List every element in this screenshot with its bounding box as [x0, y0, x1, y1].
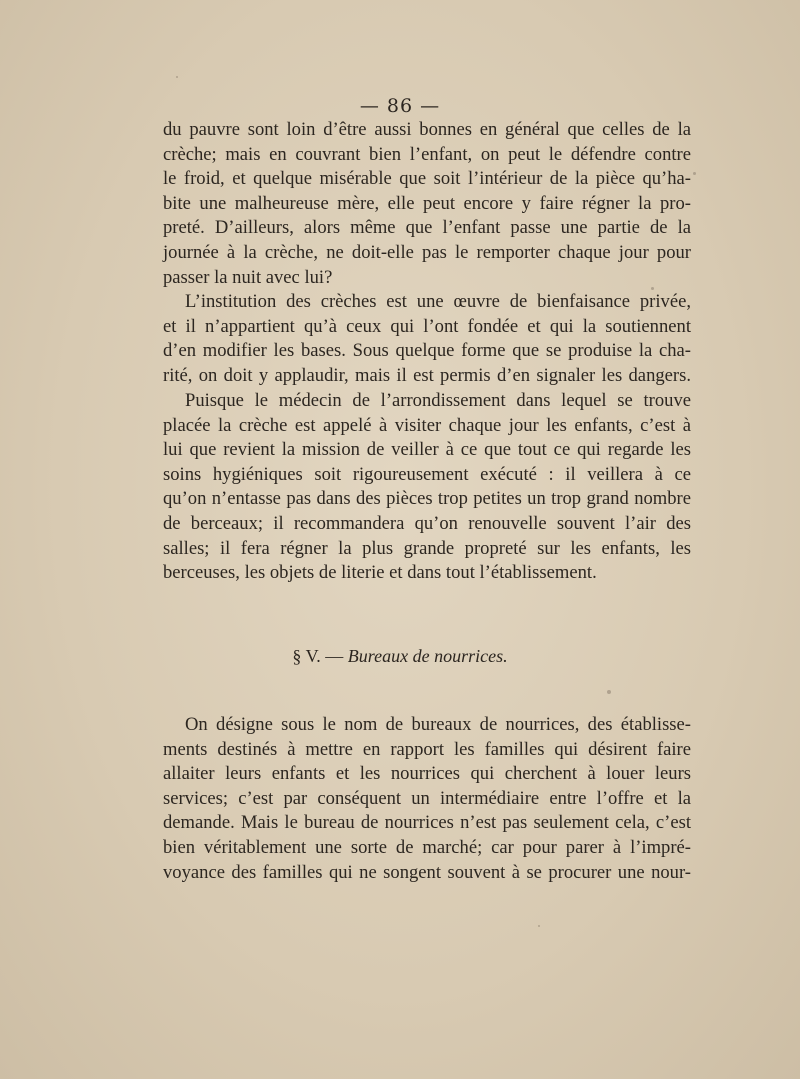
text-line: On désigne sous le nom de bureaux de nourrices, des établisse- [185, 714, 691, 735]
text-line: L’institution des crèches est une œuvre de bienfaisance privée, [185, 291, 691, 312]
text-line: de berceaux; il recommandera qu’on renouvelle souvent l’air des [163, 512, 691, 534]
text-line: qu’on n’entasse pas dans des pièces trop petites un trop grand nombre [163, 488, 691, 510]
paper-speck [607, 690, 611, 694]
text-line: lui que revient la mission de veiller à ce que tout ce qui regarde les [163, 439, 691, 461]
section-title: Bureaux de nourrices. [347, 646, 508, 666]
text-line: allaiter leurs enfants et les nourrices qui cherchent à louer leurs [163, 763, 691, 785]
paper-speck [651, 287, 654, 290]
paper-speck [176, 76, 178, 78]
paper-speck [538, 925, 540, 927]
text-line: et il n’appartient qu’à ceux qui l’ont fondée et qui la soutiennent [163, 315, 691, 337]
text-line: le froid, et quelque misérable que soit l’intérieur de la pièce qu’ha- [163, 168, 691, 190]
text-line: crèche; mais en couvrant bien l’enfant, on peut le défendre contre [163, 143, 691, 165]
text-line: voyance des familles qui ne songent souvent à se procurer une nour- [163, 861, 691, 883]
text-line: rité, on doit y applaudir, mais il est permis d’en signaler les dangers. [163, 364, 691, 386]
paragraph-continuation [163, 118, 691, 290]
text-line: du pauvre sont loin d’être aussi bonnes en général que celles de la [163, 119, 691, 140]
text-line: bien véritablement une sorte de marché; car pour parer à l’impré- [163, 836, 691, 858]
text-line: berceuses, les objets de literie et dans tout l’établissement. [163, 562, 597, 584]
text-line: journée à la crèche, ne doit-elle pas le remporter chaque jour pour [163, 241, 691, 263]
text-line: Puisque le médecin de l’arrondissement dans lequel se trouve [185, 390, 691, 411]
paragraph-nurse-bureaus [163, 713, 691, 885]
text-line: placée la crèche est appelé à visiter chaque jour les enfants, c’est à [163, 414, 691, 436]
text-line: d’en modifier les bases. Sous quelque forme que se produise la cha- [163, 340, 691, 362]
text-line: salles; il fera régner la plus grande propreté sur les enfants, les [163, 537, 691, 559]
paragraph-creches-institution [163, 290, 691, 388]
text-line: bite une malheureuse mère, elle peut encore y faire régner la pro- [163, 192, 691, 214]
text-line: ments destinés à mettre en rapport les familles qui désirent faire [163, 738, 691, 760]
paper-speck [693, 172, 696, 175]
text-line: preté. D’ailleurs, alors même que l’enfant passe une partie de la [163, 217, 691, 239]
section-number: § V. — [292, 646, 348, 666]
paragraph-medical-supervision [163, 389, 691, 586]
text-line: passer la nuit avec lui? [163, 266, 333, 288]
text-line: services; c’est par conséquent un intermédiaire entre l’offre et la [163, 787, 691, 809]
section-heading [0, 646, 800, 667]
text-line: soins hygiéniques soit rigoureusement exécuté : il veillera à ce [163, 463, 691, 485]
page-number: — 86 — [359, 95, 441, 117]
text-line: demande. Mais le bureau de nourrices n’est pas seulement cela, c’est [163, 812, 691, 834]
